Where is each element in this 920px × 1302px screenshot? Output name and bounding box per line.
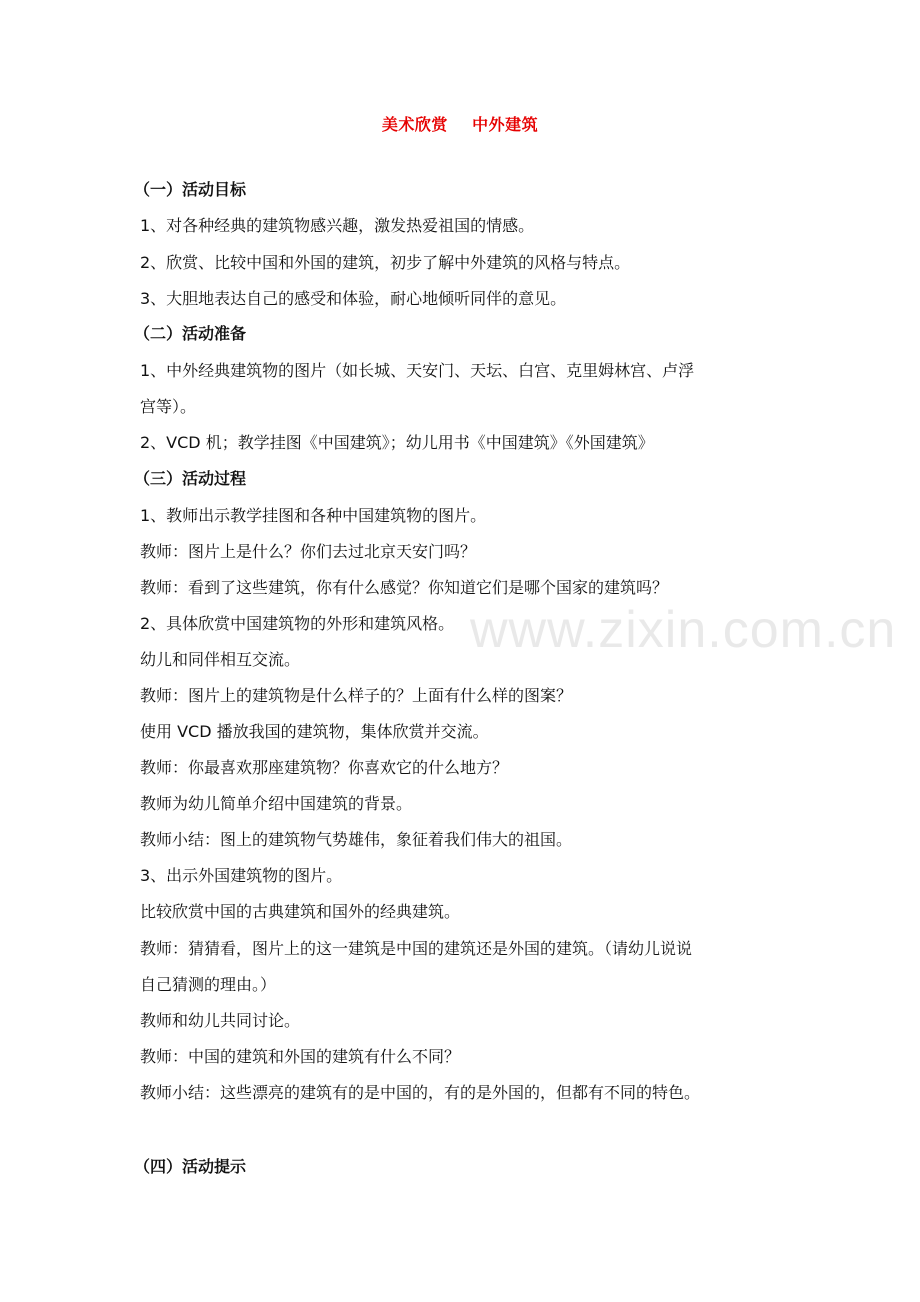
paragraph-line: 1、中外经典建筑物的图片（如长城、天安门、天坛、白宫、克里姆林宫、卢浮 (140, 361, 695, 380)
paragraph-line: 3、大胆地表达自己的感受和体验，耐心地倾听同伴的意见。 (140, 289, 567, 308)
document-title: 美术欣赏 中外建筑 (381, 115, 539, 134)
paragraph-line: 幼儿和同伴相互交流。 (140, 650, 301, 669)
paragraph-line: 教师：看到了这些建筑，你有什么感觉？你知道它们是哪个国家的建筑吗？ (140, 578, 669, 597)
paragraph-line: 自己猜测的理由。） (140, 975, 277, 994)
paragraph-line: 1、对各种经典的建筑物感兴趣，激发热爱祖国的情感。 (140, 216, 535, 235)
paragraph-line: 宫等）。 (140, 397, 197, 416)
paragraph-line: 教师：猜猜看，图片上的这一建筑是中国的建筑还是外国的建筑。（请幼儿说说 (140, 939, 693, 958)
paragraph-line: 教师：图片上的建筑物是什么样子的？上面有什么样的图案？ (140, 686, 573, 705)
paragraph-line: 比较欣赏中国的古典建筑和国外的经典建筑。 (140, 902, 461, 921)
paragraph-line: 教师：你最喜欢那座建筑物？你喜欢它的什么地方？ (140, 758, 509, 777)
paragraph-line: 教师：中国的建筑和外国的建筑有什么不同？ (140, 1047, 461, 1066)
section-heading-process: （三）活动过程 (134, 469, 247, 488)
paragraph-line: 教师为幼儿简单介绍中国建筑的背景。 (140, 794, 413, 813)
paragraph-line: 2、具体欣赏中国建筑物的外形和建筑风格。 (140, 614, 455, 633)
section-heading-preparation: （二）活动准备 (134, 324, 247, 343)
paragraph-line: 使用 VCD 播放我国的建筑物，集体欣赏并交流。 (140, 722, 489, 741)
watermark: www.zixin.com.cn (470, 601, 897, 659)
section-heading-tips: （四）活动提示 (134, 1157, 247, 1176)
paragraph-line: 教师小结：图上的建筑物气势雄伟，象征着我们伟大的祖国。 (140, 830, 573, 849)
paragraph-line: 1、教师出示教学挂图和各种中国建筑物的图片。 (140, 506, 487, 525)
paragraph-line: 2、VCD 机；教学挂图《中国建筑》；幼儿用书《中国建筑》《外国建筑》 (140, 433, 654, 452)
paragraph-line: 3、出示外国建筑物的图片。 (140, 866, 343, 885)
paragraph-line: 教师小结：这些漂亮的建筑有的是中国的，有的是外国的，但都有不同的特色。 (140, 1083, 701, 1102)
paragraph-line: 2、欣赏、比较中国和外国的建筑，初步了解中外建筑的风格与特点。 (140, 253, 631, 272)
section-heading-goals: （一）活动目标 (134, 180, 247, 199)
paragraph-line: 教师和幼儿共同讨论。 (140, 1011, 301, 1030)
paragraph-line: 教师：图片上是什么？你们去过北京天安门吗？ (140, 542, 477, 561)
